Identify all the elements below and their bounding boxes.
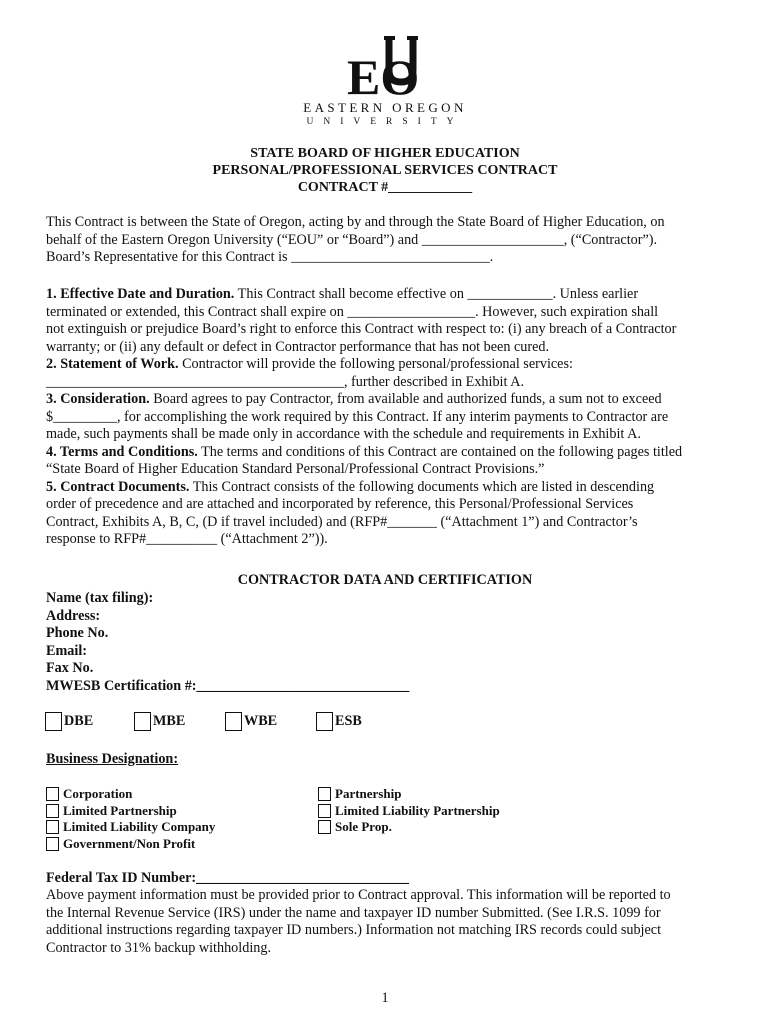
limited-partnership-option[interactable] [46,803,215,820]
clause-1-text: This Contract shall become effective on ____________. Unless earlier [234,286,639,302]
clause-3 [46,391,726,409]
clause-2 [46,356,726,374]
clause-4-heading: 4. Terms and Conditions. [46,443,198,460]
checkbox-box-icon[interactable] [46,804,59,818]
title-line-2: PERSONAL/PROFESSIONAL SERVICES CONTRACT [212,163,558,178]
logo-initials: EO [347,49,420,105]
university-name: EASTERN OREGON [303,100,467,115]
wbe-label: WBE [244,712,278,729]
clause-3-text: Board agrees to pay Contractor, from available and authorized funds, a sum not to exceed [149,391,662,407]
intro-paragraph [46,214,726,267]
clause-3-line-2: $_________, for accomplishing the work required by this Contract. If any interim payments to Contractor are [46,408,669,425]
clause-5-line-3: Contract, Exhibits A, B, C, (D if travel included) and (RFP#_______ (“Attachment 1”) and Contractor’s [46,513,638,530]
esb-checkbox[interactable] [316,712,362,731]
contractor-fields [46,590,409,695]
clause-1-line-3: not extinguish or prejudice Board’s right to enforce this Contract with respect to: (i) any breach of a Contractor [46,321,677,337]
checkbox-box-icon[interactable] [318,804,331,818]
clause-4-line-2: “State Board of Higher Education Standard Personal/Professional Contract Provisions.” [46,461,545,477]
address-field-label[interactable]: Address: [46,607,101,624]
llc-option[interactable] [46,819,215,836]
checkbox-box-icon[interactable] [134,712,151,731]
checkbox-box-icon[interactable] [46,820,59,834]
phone-field-label[interactable]: Phone No. [46,625,109,641]
clause-2-text: Contractor will provide the following personal/professional services: [178,356,573,372]
intro-line-3: Board’s Representative for this Contract is ____________________________. [46,249,494,265]
llp-option[interactable] [318,803,500,820]
tax-note-line-3: additional instructions regarding taxpayer ID numbers.) Information not matching IRS records could subject [46,922,662,938]
clause-5-heading: 5. Contract Documents. [46,478,190,495]
government-label: Government/Non Profit [63,835,196,851]
checkbox-box-icon[interactable] [46,787,59,801]
eou-logo [345,36,435,106]
clause-1-heading: 1. Effective Date and Duration. [46,286,235,302]
fax-field-label[interactable]: Fax No. [46,660,94,676]
corporation-label: Corporation [63,786,133,801]
tax-note-line-2: the Internal Revenue Service (IRS) under the name and taxpayer ID number Submitted. (See I.R.S. 1099 for [46,904,661,921]
sole-prop-option[interactable] [318,819,500,836]
government-option[interactable] [46,836,215,853]
checkbox-box-icon[interactable] [316,712,333,731]
clause-5 [46,479,726,497]
title-line-1: STATE BOARD OF HIGHER EDUCATION [250,146,520,161]
checkbox-box-icon[interactable] [318,820,331,834]
clause-2-heading: 2. Statement of Work. [46,356,179,372]
intro-line-1: This Contract is between the State of Oregon, acting by and through the State Board of Higher Education, on [46,214,665,230]
clause-5-text: This Contract consists of the following documents which are listed in descending [189,478,655,495]
esb-label: ESB [335,712,362,729]
contractor-data-heading: CONTRACTOR DATA AND CERTIFICATION [237,572,533,588]
checkbox-box-icon[interactable] [45,712,62,731]
business-options-right [318,786,500,836]
business-options-left [46,786,215,852]
checkbox-box-icon[interactable] [225,712,242,731]
name-field-label[interactable]: Name (tax filing): [46,590,154,606]
partnership-option[interactable] [318,786,500,803]
wbe-checkbox[interactable] [225,712,277,731]
clause-5-line-2: order of precedence and are attached and incorporated by reference, this Personal/Professional Services [46,496,634,512]
clause-1 [46,286,726,304]
tax-note-line-1: Above payment information must be provided prior to Contract approval. This information will be reported to [46,887,671,903]
email-field-label[interactable]: Email: [46,642,87,659]
mwesb-field-label[interactable]: MWESB Certification #:______________________________ [46,677,410,694]
title-line-3: CONTRACT #____________ [297,180,473,195]
clause-3-line-3: made, such payments shall be made only in accordance with the schedule and requirements in Exhibit A. [46,426,641,442]
federal-tax-id-label[interactable]: Federal Tax ID Number:______________________________ [46,870,409,886]
clause-1-line-2: terminated or extended, this Contract shall expire on __________________. However, such expiration shall [46,303,659,320]
clause-2-line-2: __________________________________________, further described in Exhibit A. [46,373,524,390]
mbe-checkbox[interactable] [134,712,185,731]
contract-titles [0,145,770,196]
university-sub: UNIVERSITY [306,117,464,127]
llc-label: Limited Liability Company [63,819,216,834]
dbe-checkbox[interactable] [45,712,93,731]
mbe-label: MBE [153,712,186,729]
intro-line-2: behalf of the Eastern Oregon University (“EOU” or “Board”) and ____________________, (“Contractor”). [46,231,658,248]
checkbox-box-icon[interactable] [318,787,331,801]
corporation-option[interactable] [46,786,215,803]
clause-4-text: The terms and conditions of this Contract are contained on the following pages titled [197,443,683,460]
clause-1-line-4: warranty; or (ii) any default or defect in Contractor performance that has not been cured. [46,338,550,355]
clause-4 [46,444,726,462]
page-number: 1 [381,990,389,1006]
partnership-label: Partnership [335,786,402,801]
tax-note-line-4: Contractor to 31% backup withholding. [46,939,271,956]
llp-label: Limited Liability Partnership [335,802,500,818]
sole-prop-label: Sole Prop. [335,819,392,834]
contract-clauses [46,286,726,549]
clause-5-line-4: response to RFP#__________ (“Attachment 2”)). [46,531,328,547]
checkbox-box-icon[interactable] [46,837,59,851]
tax-note [46,887,736,957]
business-designation-heading: Business Designation: [46,751,179,767]
clause-3-heading: 3. Consideration. [46,391,150,407]
limited-partnership-label: Limited Partnership [63,802,177,818]
dbe-label: DBE [64,712,94,729]
